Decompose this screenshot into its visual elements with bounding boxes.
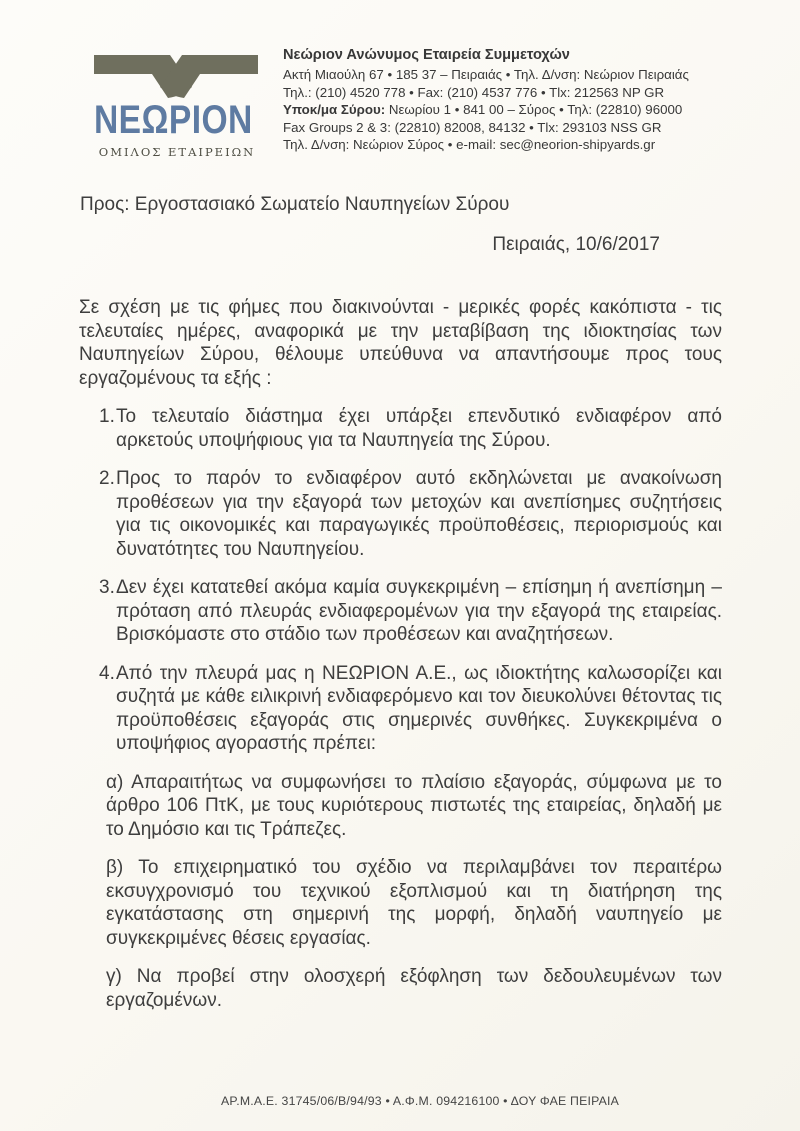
branch-details: Νεωρίου 1 • 841 00 – Σύρος • Τηλ: (22810) 96000: [385, 102, 683, 118]
logo-wordmark: ΝΕΩΡΙΟΝ: [94, 98, 253, 142]
letterhead-phone-line: Τηλ.: (210) 4520 778 • Fax: (210) 4537 776 • Tlx: 212563 NP GR: [283, 84, 665, 100]
registration-footer: ΑΡ.Μ.Α.Ε. 31745/06/Β/94/93 • Α.Φ.Μ. 094216100 • ΔΟΥ ΦΑΕ ΠΕΙΡΑΙΑ: [220, 1094, 620, 1108]
list-item: [79, 467, 722, 561]
neorion-logo: [94, 52, 260, 159]
logo-subtitle: ΟΜΙΛΟΣ ΕΤΑΙΡΕΙΩΝ: [98, 145, 256, 159]
letterhead-address-line: Ακτή Μιαούλη 67 • 185 37 – Πειραιάς • Τηλ. Δ/νση: Νεώριον Πειραιάς: [283, 67, 689, 83]
letterhead-fax-line: Fax Groups 2 & 3: (22810) 82008, 84132 • Tlx: 293103 NSS GR: [283, 119, 662, 135]
list-item-number: 3.: [99, 577, 115, 598]
letterhead-branch-line: [283, 101, 723, 118]
list-item-text: Το τελευταίο διάστημα έχει υπάρξει επενδυτικό ενδιαφέρον από αρκετούς υποψήφιους για τα Ναυπηγεία της Σύρου.: [116, 406, 722, 451]
sub-item-alpha: α) Απαραιτήτως να συμφωνήσει το πλαίσιο εξαγοράς, σύμφωνα με το άρθρο 106 ΠτΚ, με τους κυριότερους πιστωτές της εταιρείας, δηλαδή με το Δημόσιο και τις Τράπεζες.: [106, 771, 722, 840]
branch-label: Υποκ/μα Σύρου:: [283, 102, 386, 118]
list-item-text: Προς το παρόν το ενδιαφέρον αυτό εκδηλώνεται με ανακοίνωση προθέσεων για την εξαγορά των μετοχών και ανεπίσημες συζητήσεις για τις οικονομικές και παραγωγικές προϋποθέσεις, περιορισμούς και δυνατότητες του Ναυπηγείου.: [116, 468, 722, 560]
logo-emblem-icon: [94, 52, 260, 98]
list-item: [79, 662, 722, 756]
list-item-text: Δεν έχει κατατεθεί ακόμα καμία συγκεκριμένη – επίσημη ή ανεπίσημη – πρόταση από πλευράς ενδιαφερομένων για την εξαγορά της εταιρείας. Βρισκόμαστε στο στάδιο των προθέσεων και αναζητήσεων.: [116, 577, 722, 645]
sub-item-gamma: γ) Να προβεί στην ολοσχερή εξόφληση των δεδουλευμένων των εργαζομένων.: [106, 966, 722, 1011]
letterhead-contact-block: [283, 47, 723, 153]
list-item: [79, 405, 722, 452]
date-line: Πειραιάς, 10/6/2017: [492, 234, 660, 255]
list-item-number: 4.: [99, 662, 115, 684]
recipient-line: Προς: Εργοστασιακό Σωματείο Ναυπηγείων Σύρου: [80, 194, 510, 215]
intro-paragraph: Σε σχέση με τις φήμες που διακινούνται - μερικές φορές κακόπιστα - τις τελευταίες ημέρες, αναφορικά με την μεταβίβαση της ιδιοκτησίας των Ναυπηγείων Σύρου, θέλουμε υπεύθυνα να απαντήσουμε προς τους εργαζομένους τα εξής :: [79, 297, 722, 389]
list-item-number: 1.: [99, 406, 115, 427]
list-item-number: 2.: [99, 468, 115, 489]
letterhead-email-line: Τηλ. Δ/νση: Νεώριον Σύρος • e-mail: sec@neorion-shipyards.gr: [283, 137, 656, 153]
letter-body: [79, 296, 722, 1012]
list-item: [79, 576, 722, 647]
list-item-text: Από την πλευρά μας η ΝΕΩΡΙΟΝ Α.Ε., ως ιδιοκτήτης καλωσορίζει και συζητά με κάθε ειλικρινή ενδιαφερόμενο και τον διευκολύνει θέτοντας τις προϋποθέσεις εξαγοράς στις σημερινές συνθήκες. Συγκεκριμένα ο υποψήφιος αγοραστής πρέπει:: [116, 662, 722, 754]
sub-item-beta: β) Το επιχειρηματικό του σχέδιο να περιλαμβάνει τον περαιτέρω εκσυγχρονισμό του τεχνικού εξοπλισμού και τη διατήρηση της εγκατάστασης στη σημερινή της μορφή, δηλαδή ναυπηγείο με συγκεκριμένες θέσεις εργασίας.: [106, 857, 722, 949]
company-name: Νεώριον Ανώνυμος Εταιρεία Συμμετοχών: [283, 47, 570, 63]
